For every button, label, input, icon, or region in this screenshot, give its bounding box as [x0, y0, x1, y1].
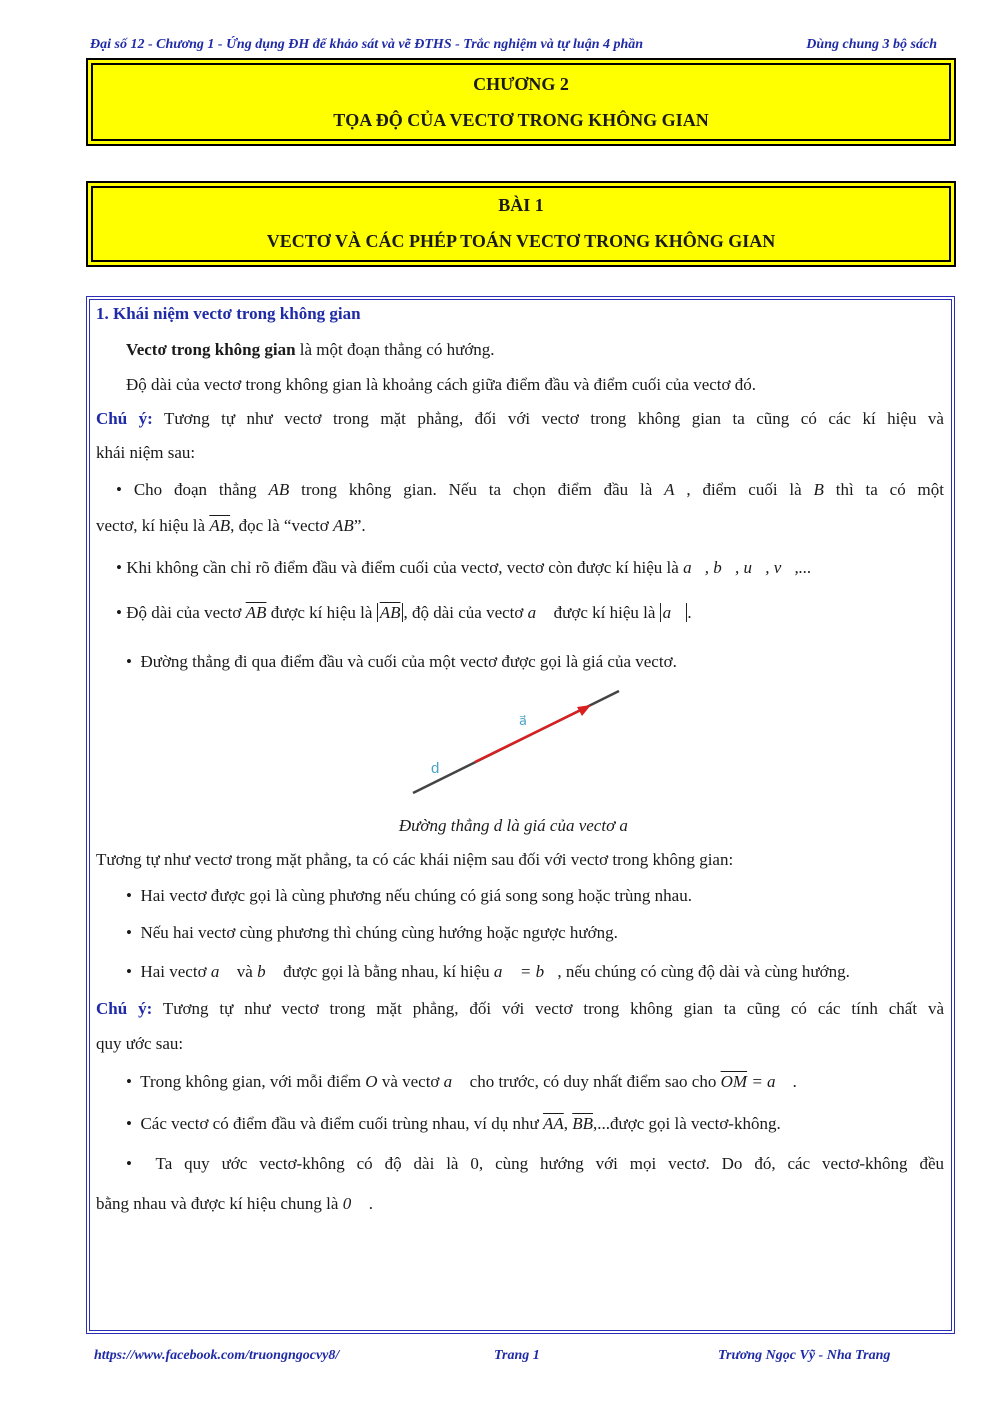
footer-link[interactable]: https://www.facebook.com/truongngocvy8/ [94, 1348, 340, 1363]
bullet-3: • Độ dài của vectơ $\overline{AB}$ được kí hiệu là $\overline{AB}$ , độ dài của vectơ a⃗ được kí hiệu là a⃗ . [116, 603, 692, 622]
concept-2: • Nếu hai vectơ cùng phương thì chúng cùng hướng hoặc ngược hướng. [126, 923, 618, 942]
lesson-title-box [86, 181, 956, 267]
property-3-cont: bằng nhau và được kí hiệu chung là 0⃗ . [96, 1194, 373, 1213]
chapter-title: TỌA ĐỘ CỦA VECTƠ TRONG KHÔNG GIAN [333, 110, 709, 130]
lesson-number: BÀI 1 [498, 195, 544, 215]
figure-label-d: d [431, 760, 440, 777]
page-header [90, 37, 945, 53]
bullet-1-cont: vectơ, kí hiệu là $\overline{AB}$, đọc là “vectơ AB”. [96, 516, 366, 535]
concept-1: • Hai vectơ được gọi là cùng phương nếu chúng có giá song song hoặc trùng nhau. [126, 886, 692, 905]
note-2: Chú ý: Tương tự như vectơ trong mặt phẳng, đối với vectơ trong không gian ta cũng có các tính chất và [96, 999, 944, 1018]
bullet-4: • Đường thẳng đi qua điểm đầu và cuối của một vectơ được gọi là giá của vectơ. [126, 652, 677, 671]
note-2-cont: quy ước sau: [96, 1034, 184, 1053]
chapter-number: CHƯƠNG 2 [473, 74, 569, 94]
arrowhead [577, 705, 591, 716]
note-1: Chú ý: Tương tự như vectơ trong mặt phẳng, đối với vectơ trong không gian ta cũng có các kí hiệu và [96, 409, 944, 428]
bullet-1: • Cho đoạn thẳng AB trong không gian. Nếu ta chọn điểm đầu là A , điểm cuối là B thì ta có một [116, 480, 944, 499]
property-1: • Trong không gian, với mỗi điểm O và vectơ a⃗ cho trước, có duy nhất điểm sao cho $\overline{OM}$ = a⃗ . [126, 1072, 798, 1091]
figure-label-a: a⃗ [519, 713, 527, 728]
header-right: Dùng chung 3 bộ sách [806, 37, 937, 52]
property-3: • Ta quy ước vectơ-không có độ dài là 0, cùng hướng với mọi vectơ. Do đó, các vectơ-không đều [126, 1154, 944, 1173]
length-definition: Độ dài của vectơ trong không gian là khoảng cách giữa điểm đầu và điểm cuối của vectơ đó. [126, 375, 757, 394]
figure-caption: Đường thẳng d là giá của vectơ a⃗ [398, 816, 642, 835]
vector-a-arrow [475, 707, 587, 762]
paragraph-2: Tương tự như vectơ trong mặt phẳng, ta có các khái niệm sau đối với vectơ trong không gian: [96, 850, 734, 869]
bullet-2: • Khi không cần chỉ rõ điểm đầu và điểm cuối của vectơ, vectơ còn được kí hiệu là a⃗, b⃗, u⃗, v⃗,... [116, 558, 812, 577]
concept-3: • Hai vectơ a⃗ và b⃗ được gọi là bằng nhau, kí hiệu a⃗ = b⃗, nếu chúng có cùng độ dài và cùng hướng. [126, 962, 850, 981]
lesson-title: VECTƠ VÀ CÁC PHÉP TOÁN VECTƠ TRONG KHÔNG GIAN [266, 231, 776, 251]
section-title: 1. Khái niệm vectơ trong không gian [96, 304, 361, 323]
figure-line-d [405, 685, 625, 800]
note-1-cont: khái niệm sau: [96, 443, 196, 462]
definition: Vectơ trong không gian là một đoạn thẳng có hướng. [126, 340, 495, 359]
page-number: Trang 1 [494, 1348, 540, 1363]
footer-author: Trương Ngọc Vỹ - Nha Trang [718, 1348, 891, 1363]
chapter-title-box [86, 58, 956, 146]
property-2: • Các vectơ có điểm đầu và điểm cuối trùng nhau, ví dụ như $\overline{AA}$, $\overline{BB},...được$ gọi là vectơ-không. [126, 1114, 781, 1133]
header-left: Đại số 12 - Chương 1 - Ứng dụng ĐH để khảo sát và vẽ ĐTHS - Trắc nghiệm và tự luận 4 phần [90, 37, 644, 52]
